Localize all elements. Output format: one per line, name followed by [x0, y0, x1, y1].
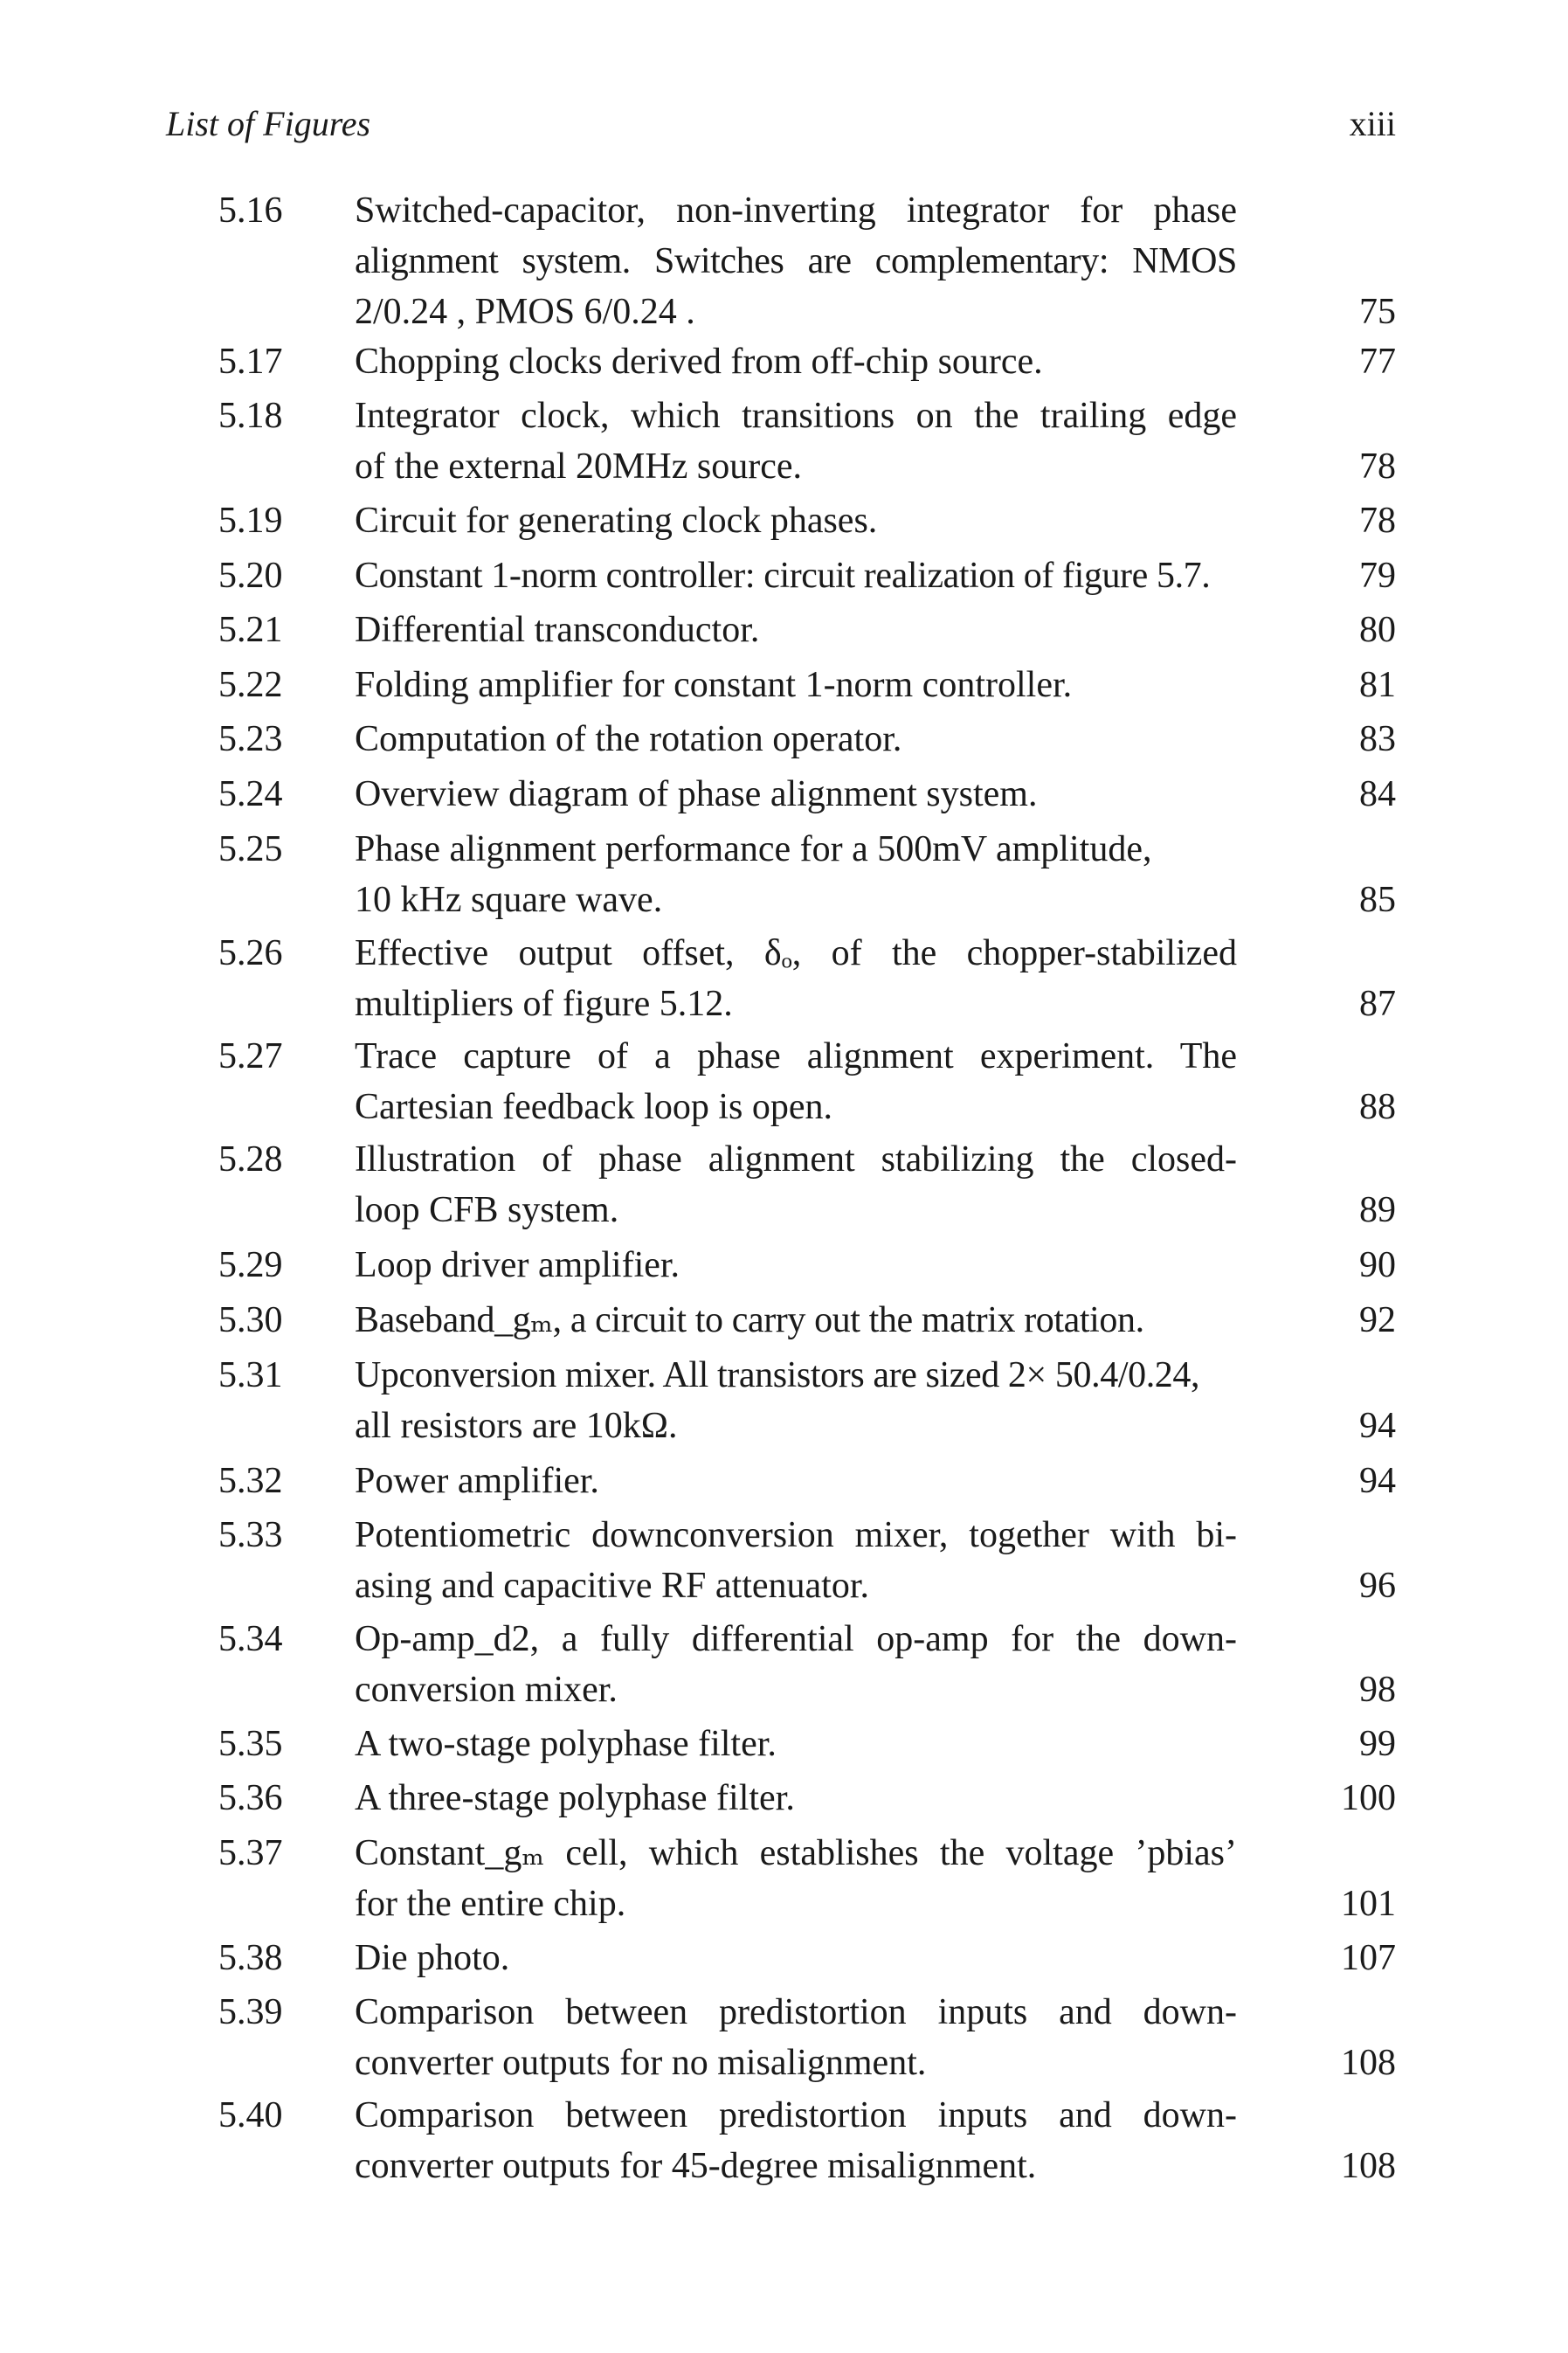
page-ref: 94: [1359, 1406, 1396, 1446]
caption-line: for the entire chip.: [355, 1884, 626, 1924]
figure-caption: [355, 336, 1237, 387]
figure-number: 5.35: [218, 1724, 283, 1764]
figure-number: 5.16: [218, 190, 283, 231]
figure-number: 5.27: [218, 1036, 283, 1076]
caption-line: Illustration of phase alignment stabilizing the closed-: [355, 1139, 1237, 1180]
figure-number: 5.40: [218, 2095, 283, 2135]
caption-line: Folding amplifier for constant 1-norm controller.: [355, 665, 1073, 705]
figure-caption: [355, 1295, 1237, 1346]
page-ref: 107: [1341, 1938, 1396, 1978]
figure-caption: [355, 391, 1237, 492]
caption-line: Op-amp_d2, a fully differential op-amp for the down-: [355, 1619, 1237, 1659]
figure-caption: [355, 185, 1237, 337]
figure-caption: [355, 1240, 1237, 1291]
caption-line: Cartesian feedback loop is open.: [355, 1087, 832, 1127]
figure-caption: [355, 550, 1237, 601]
figure-number: 5.30: [218, 1300, 283, 1340]
page-ref: 78: [1359, 501, 1396, 541]
page-ref: 98: [1359, 1670, 1396, 1710]
caption-line: Baseband_gₘ, a circuit to carry out the matrix rotation.: [355, 1300, 1144, 1340]
caption-line: conversion mixer.: [355, 1670, 618, 1710]
caption-line: A two-stage polyphase filter.: [355, 1724, 777, 1764]
caption-line: multipliers of figure 5.12.: [355, 984, 733, 1024]
caption-line: of the external 20MHz source.: [355, 446, 802, 487]
figure-number: 5.33: [218, 1515, 283, 1555]
caption-line: A three-stage polyphase filter.: [355, 1778, 795, 1818]
caption-line: Differential transconductor.: [355, 610, 760, 650]
figure-caption: [355, 1510, 1237, 1611]
figure-number: 5.31: [218, 1355, 283, 1395]
page-ref: 96: [1359, 1566, 1396, 1606]
page-ref: 108: [1341, 2043, 1396, 2083]
page-ref: 88: [1359, 1087, 1396, 1127]
figure-caption: [355, 1134, 1237, 1235]
figure-caption: [355, 824, 1237, 925]
caption-line: Constant 1-norm controller: circuit realization of figure 5.7.: [355, 556, 1211, 596]
page-ref: 100: [1341, 1778, 1396, 1818]
figure-number: 5.26: [218, 933, 283, 973]
figure-number: 5.32: [218, 1461, 283, 1501]
figure-caption: [355, 1933, 1237, 1983]
page-ref: 80: [1359, 610, 1396, 650]
caption-line: Potentiometric downconversion mixer, together with bi-: [355, 1515, 1237, 1555]
figure-number: 5.25: [218, 829, 283, 869]
figure-caption: [355, 714, 1237, 765]
page-number: xiii: [1349, 104, 1396, 143]
figure-number: 5.22: [218, 665, 283, 705]
figure-caption: [355, 1614, 1237, 1715]
page-ref: 79: [1359, 556, 1396, 596]
caption-line: Switched-capacitor, non-inverting integrator for phase: [355, 190, 1237, 231]
figure-caption: [355, 660, 1237, 710]
caption-line: converter outputs for no misalignment.: [355, 2043, 927, 2083]
figure-number: 5.34: [218, 1619, 283, 1659]
caption-line: Upconversion mixer. All transistors are sized 2× 50.4/0.24,: [355, 1355, 1200, 1395]
figure-caption: [355, 1031, 1237, 1132]
caption-line: Chopping clocks derived from off-chip source.: [355, 342, 1043, 382]
page-ref: 90: [1359, 1245, 1396, 1285]
figure-caption: [355, 605, 1237, 655]
page-ref: 75: [1359, 292, 1396, 332]
page-ref: 77: [1359, 342, 1396, 382]
page-ref: 108: [1341, 2146, 1396, 2186]
caption-line: alignment system. Switches are complementary: NMOS: [355, 241, 1237, 281]
figure-number: 5.18: [218, 396, 283, 436]
page-ref: 89: [1359, 1190, 1396, 1230]
caption-line: Integrator clock, which transitions on the trailing edge: [355, 396, 1237, 436]
caption-line: asing and capacitive RF attenuator.: [355, 1566, 869, 1606]
figure-number: 5.36: [218, 1778, 283, 1818]
caption-line: Circuit for generating clock phases.: [355, 501, 878, 541]
caption-line: 2/0.24 , PMOS 6/0.24 .: [355, 292, 695, 332]
caption-line: converter outputs for 45-degree misalignment.: [355, 2146, 1037, 2186]
figure-number: 5.38: [218, 1938, 283, 1978]
caption-line: Comparison between predistortion inputs and down-: [355, 2095, 1237, 2135]
caption-line: Loop driver amplifier.: [355, 1245, 680, 1285]
figure-caption: [355, 1719, 1237, 1769]
figure-caption: [355, 1828, 1237, 1929]
caption-line: Effective output offset, δₒ, of the chopper-stabilized: [355, 933, 1237, 973]
figure-caption: [355, 1987, 1237, 2088]
figure-caption: [355, 1456, 1237, 1506]
figure-number: 5.20: [218, 556, 283, 596]
figure-caption: [355, 1773, 1237, 1824]
figure-number: 5.19: [218, 501, 283, 541]
page-ref: 87: [1359, 984, 1396, 1024]
figure-number: 5.39: [218, 1992, 283, 2032]
running-title: List of Figures: [166, 104, 371, 143]
caption-line: Computation of the rotation operator.: [355, 719, 902, 759]
caption-line: loop CFB system.: [355, 1190, 619, 1230]
figure-number: 5.28: [218, 1139, 283, 1180]
page-ref: 78: [1359, 446, 1396, 487]
figure-caption: [355, 928, 1237, 1029]
caption-line: Trace capture of a phase alignment experiment. The: [355, 1036, 1237, 1076]
page-ref: 84: [1359, 774, 1396, 814]
figure-number: 5.37: [218, 1833, 283, 1873]
page-ref: 81: [1359, 665, 1396, 705]
caption-line: all resistors are 10kΩ.: [355, 1406, 678, 1446]
caption-line: Power amplifier.: [355, 1461, 599, 1501]
caption-line: Overview diagram of phase alignment system.: [355, 774, 1038, 814]
figure-number: 5.24: [218, 774, 283, 814]
caption-line: Comparison between predistortion inputs and down-: [355, 1992, 1237, 2032]
caption-line: 10 kHz square wave.: [355, 880, 663, 920]
page-ref: 99: [1359, 1724, 1396, 1764]
figure-number: 5.23: [218, 719, 283, 759]
page-ref: 92: [1359, 1300, 1396, 1340]
page-ref: 85: [1359, 880, 1396, 920]
page-ref: 83: [1359, 719, 1396, 759]
figure-number: 5.21: [218, 610, 283, 650]
figure-number: 5.17: [218, 342, 283, 382]
figure-caption: [355, 495, 1237, 546]
figure-caption: [355, 2090, 1237, 2191]
page-ref: 94: [1359, 1461, 1396, 1501]
caption-line: Die photo.: [355, 1938, 510, 1978]
page-ref: 101: [1341, 1884, 1396, 1924]
figure-caption: [355, 769, 1237, 820]
figure-number: 5.29: [218, 1245, 283, 1285]
caption-line: Phase alignment performance for a 500mV amplitude,: [355, 829, 1152, 869]
caption-line: Constant_gₘ cell, which establishes the voltage ’pbias’: [355, 1833, 1237, 1873]
figure-caption: [355, 1350, 1237, 1451]
running-head: [166, 103, 1396, 156]
